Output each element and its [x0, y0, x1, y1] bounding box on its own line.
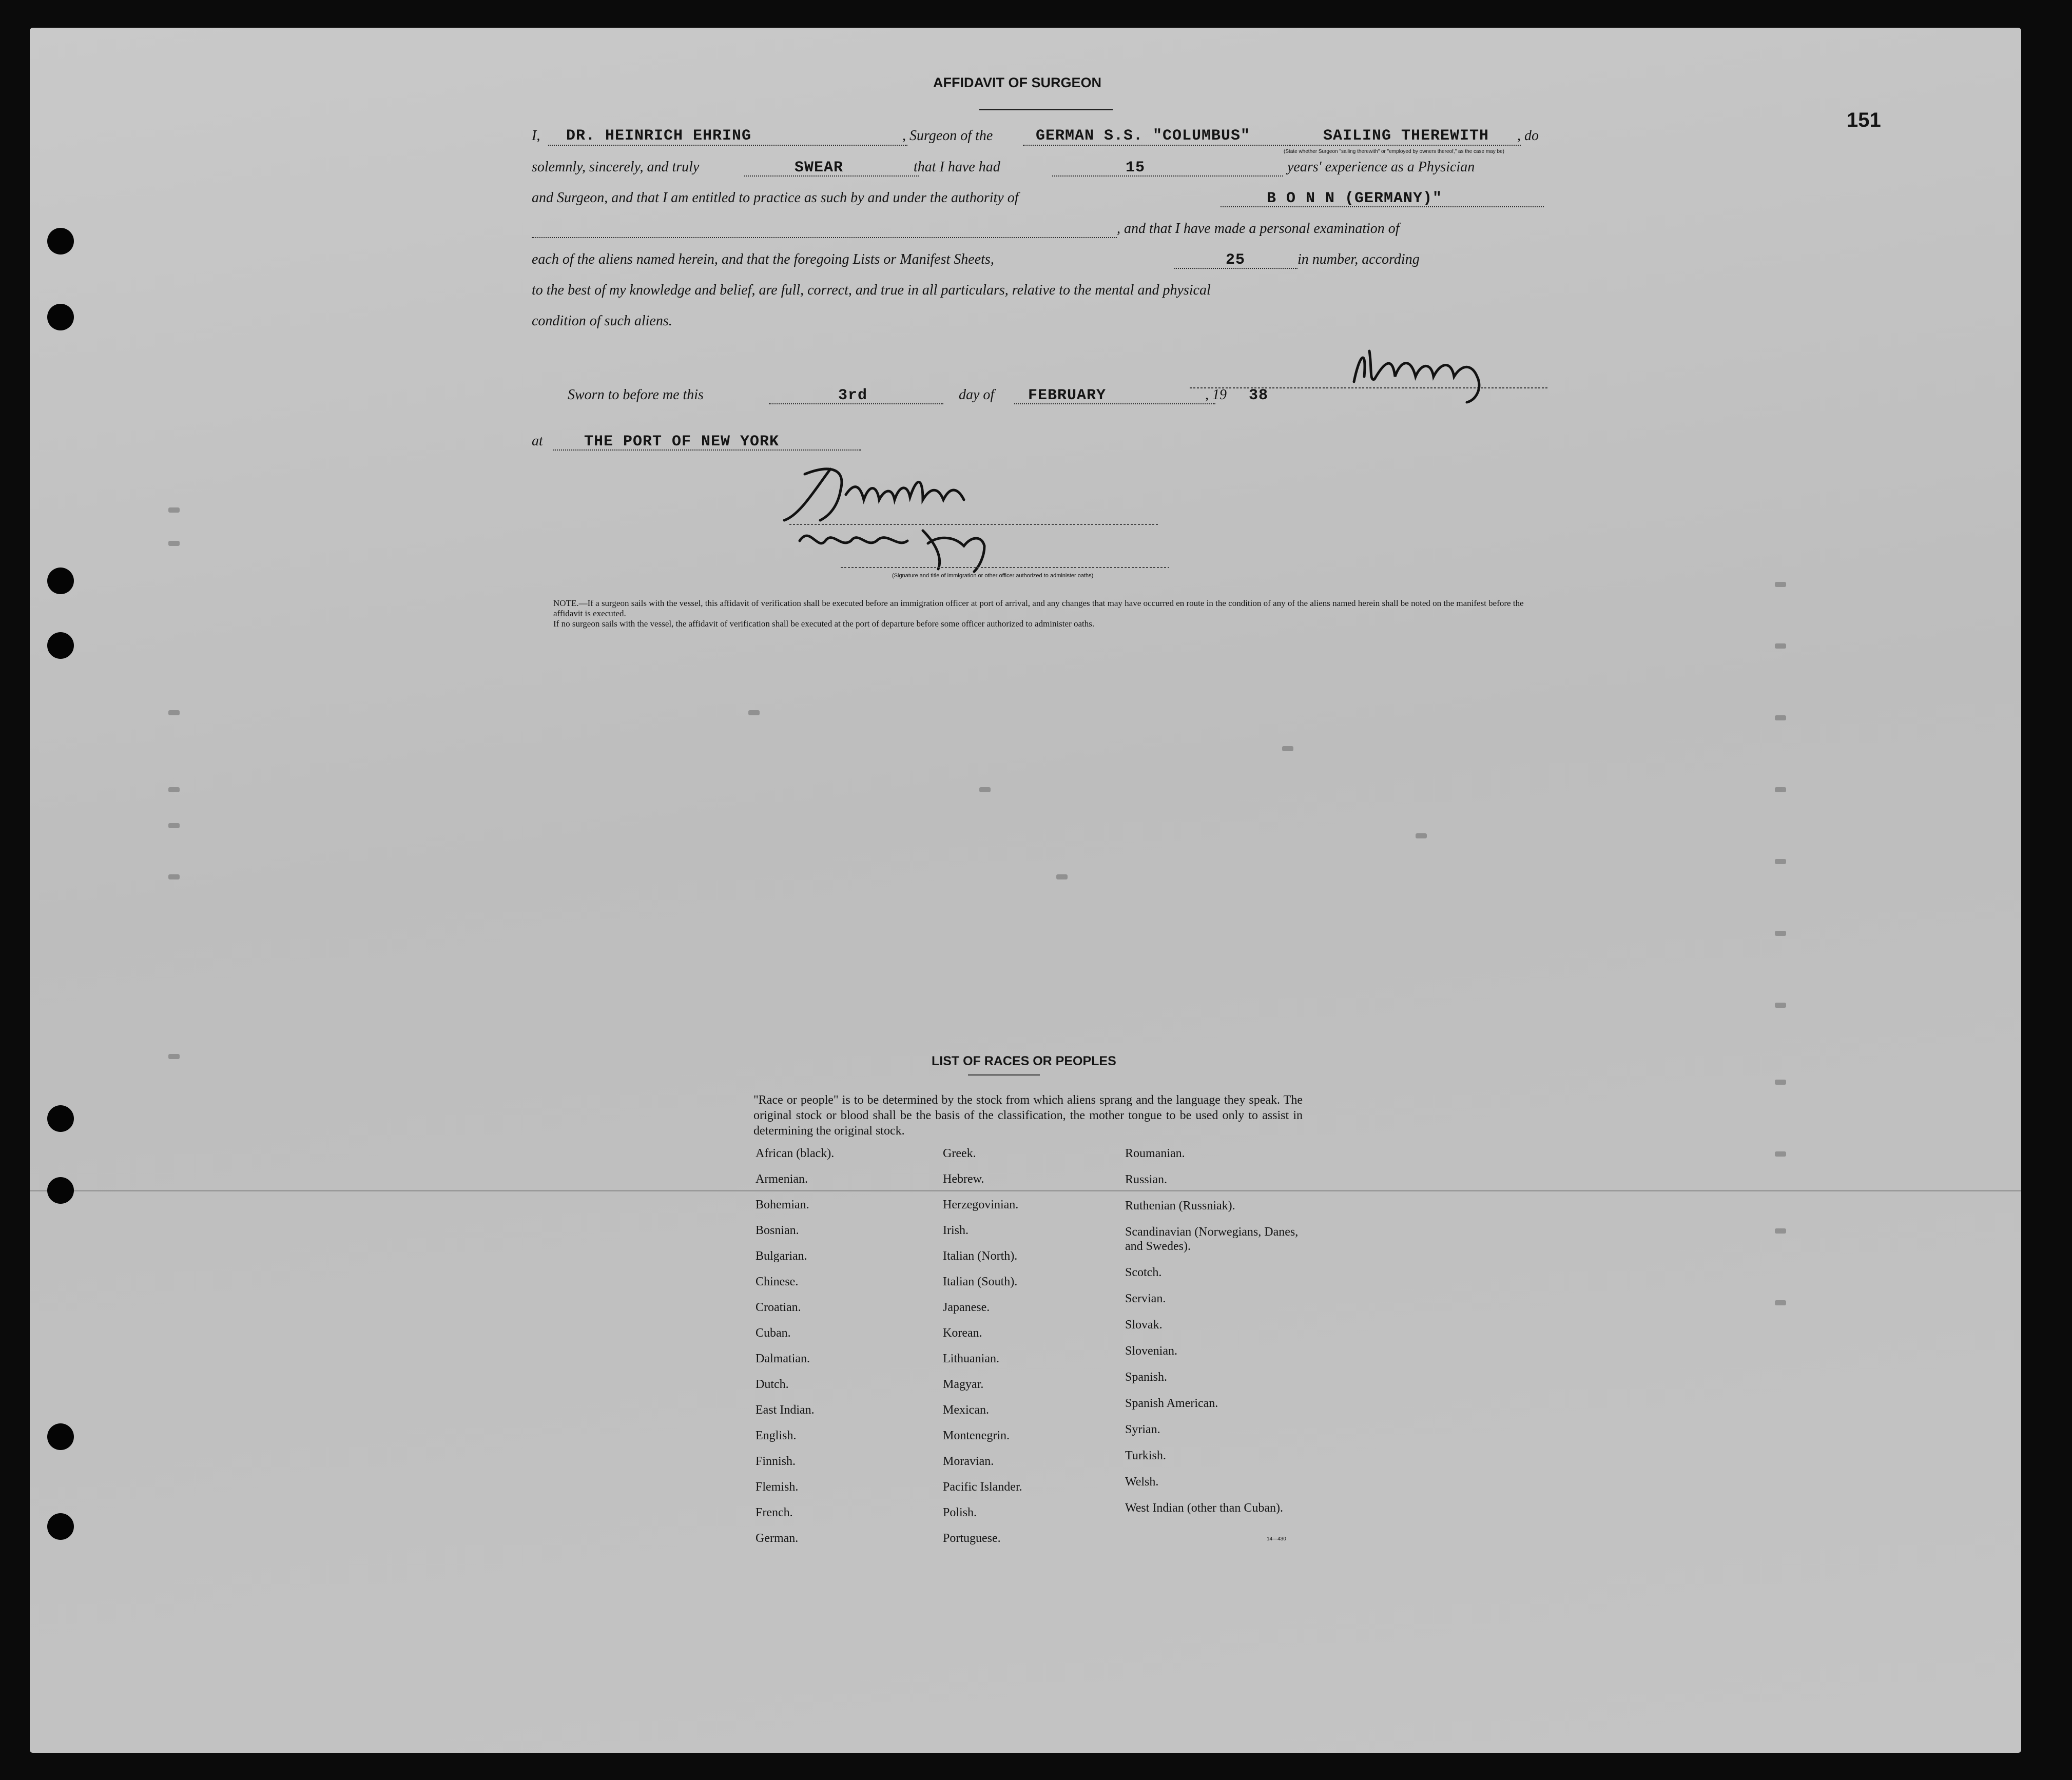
sworn-place: THE PORT OF NEW YORK	[584, 433, 780, 451]
race-item: Polish.	[943, 1506, 977, 1519]
text-personal-examination: , and that I have made a personal examination of	[1117, 221, 1400, 237]
race-item: Scotch.	[1125, 1266, 1162, 1279]
text-in-number: in number, according	[1298, 251, 1420, 267]
text-do: , do	[1517, 128, 1539, 144]
status-line	[1290, 145, 1521, 146]
race-item: African (black).	[756, 1147, 835, 1160]
races-list	[748, 1146, 1364, 1623]
binder-hole	[47, 1105, 74, 1132]
years-line	[1052, 175, 1283, 177]
officer-caption: (Signature and title of immigration or other officer authorized to administer oaths)	[892, 573, 1094, 579]
race-item: Cuban.	[756, 1326, 791, 1340]
binder-hole	[47, 228, 74, 255]
race-item: Italian (North).	[943, 1249, 1018, 1263]
page-number: 151	[1847, 109, 1881, 131]
note-paragraph: NOTE.—If a surgeon sails with the vessel, this affidavit of verification shall be executed before an immigration officer at port of arrival, and any changes that may have occurred en route in the condition of any of the aliens named herein shall be noted on the manifest before the affidavit is executed.	[553, 598, 1524, 618]
race-item: Lithuanian.	[943, 1352, 999, 1365]
title-rule	[979, 109, 1113, 110]
text-best-knowledge: to the best of my knowledge and belief, are full, correct, and true in all particulars, relative to the mental and physical	[532, 282, 1211, 298]
race-item: Italian (South).	[943, 1275, 1018, 1288]
races-column-2	[936, 1146, 1126, 1557]
race-item: Dutch.	[756, 1378, 789, 1391]
text-sworn: Sworn to before me this	[568, 387, 704, 403]
race-item: Bosnian.	[756, 1224, 799, 1237]
text-each-alien: each of the aliens named herein, and that the foregoing Lists or Manifest Sheets,	[532, 251, 994, 267]
binder-hole	[47, 632, 74, 659]
sworn-day: 3rd	[838, 387, 868, 404]
race-item: Montenegrin.	[943, 1429, 1010, 1442]
binder-hole	[47, 568, 74, 594]
form-code: 14—430	[1267, 1536, 1286, 1542]
race-item: Syrian.	[1125, 1423, 1160, 1436]
race-item: Moravian.	[943, 1455, 994, 1468]
race-item: Croatian.	[756, 1301, 801, 1314]
race-item: Pacific Islander.	[943, 1480, 1022, 1494]
race-item: French.	[756, 1506, 793, 1519]
sworn-month: FEBRUARY	[1028, 387, 1107, 404]
practice-authority: B O N N (GERMANY)"	[1267, 190, 1443, 207]
races-column-1	[748, 1146, 938, 1557]
race-item: Spanish American.	[1125, 1397, 1218, 1410]
surgeon-signature	[1190, 325, 1549, 407]
text-solemnly: solemnly, sincerely, and truly	[532, 159, 700, 175]
races-heading-rule	[968, 1074, 1040, 1075]
text-condition: condition of such aliens.	[532, 313, 672, 329]
race-item: Scandinavian (Norwegians, Danes, and Swedes).	[1125, 1225, 1299, 1253]
race-item: Japanese.	[943, 1301, 990, 1314]
authority-continuation-line	[532, 237, 1117, 238]
race-item: Greek.	[943, 1147, 976, 1160]
race-item: Chinese.	[756, 1275, 799, 1288]
race-item: Herzegovinian.	[943, 1198, 1019, 1211]
surgeon-name: DR. HEINRICH EHRING	[566, 127, 752, 145]
race-item: Roumanian.	[1125, 1147, 1185, 1160]
vessel-name: GERMAN S.S. "COLUMBUS"	[1036, 127, 1251, 145]
race-item: Irish.	[943, 1224, 969, 1237]
race-item: Armenian.	[756, 1172, 808, 1186]
race-item: Slovak.	[1125, 1318, 1163, 1332]
text-years-experience: years' experience as a Physician	[1287, 159, 1475, 175]
binder-hole	[47, 1423, 74, 1450]
text-year-prefix: , 19	[1205, 387, 1227, 403]
race-item: English.	[756, 1429, 797, 1442]
oath-word: SWEAR	[795, 159, 844, 177]
race-item: Russian.	[1125, 1173, 1168, 1186]
race-item: East Indian.	[756, 1403, 815, 1417]
race-item: West Indian (other than Cuban).	[1125, 1501, 1283, 1515]
binder-hole	[47, 1513, 74, 1540]
race-item: Korean.	[943, 1326, 982, 1340]
vessel-line	[1023, 145, 1290, 146]
binder-hole	[47, 304, 74, 330]
years-experience: 15	[1126, 159, 1146, 177]
race-item: Dalmatian.	[756, 1352, 810, 1365]
race-item: German.	[756, 1532, 799, 1545]
status-note: (State whether Surgeon "sailing therewith" or "employed by owners thereof," as the case may be)	[1284, 149, 1504, 154]
note-paragraph-2: If no surgeon sails with the vessel, the affidavit of verification shall be executed at the port of departure before some officer authorized to administer oaths.	[553, 619, 1095, 629]
text-that-i-have-had: that I have had	[914, 159, 1000, 175]
text-and-surgeon: and Surgeon, and that I am entitled to practice as such by and under the authority of	[532, 190, 1019, 206]
surgeon-name-line	[548, 145, 907, 146]
race-item: Finnish.	[756, 1455, 796, 1468]
text-at: at	[532, 433, 543, 449]
sworn-year: 38	[1249, 387, 1269, 404]
manifest-sheets-count: 25	[1226, 251, 1246, 269]
races-column-3	[1118, 1146, 1313, 1527]
binder-hole	[47, 1177, 74, 1204]
races-intro: "Race or people" is to be determined by the stock from which aliens sprang and the language they speak. The original stock or blood shall be the basis of the classification, the mother tongue to be used only to assist in determining the original stock.	[753, 1093, 1303, 1138]
race-item: Mexican.	[943, 1403, 989, 1417]
text-i: I,	[532, 128, 540, 144]
race-item: Spanish.	[1125, 1371, 1168, 1384]
race-item: Hebrew.	[943, 1172, 984, 1186]
race-item: Bulgarian.	[756, 1249, 807, 1263]
document-sheet	[30, 28, 2021, 1753]
race-item: Slovenian.	[1125, 1344, 1177, 1358]
text-day-of: day of	[959, 387, 995, 403]
race-item: Turkish.	[1125, 1449, 1166, 1462]
races-heading: LIST OF RACES OR PEOPLES	[932, 1054, 1116, 1068]
race-item: Welsh.	[1125, 1475, 1159, 1489]
race-item: Flemish.	[756, 1480, 799, 1494]
race-item: Servian.	[1125, 1292, 1166, 1305]
affidavit-title: AFFIDAVIT OF SURGEON	[933, 75, 1101, 90]
race-item: Bohemian.	[756, 1198, 809, 1211]
text-surgeon-of: , Surgeon of the	[902, 128, 993, 144]
surgeon-status: SAILING THEREWITH	[1323, 127, 1489, 145]
race-item: Ruthenian (Russniak).	[1125, 1199, 1235, 1212]
race-item: Portuguese.	[943, 1532, 1001, 1545]
officer-signature	[769, 459, 1169, 577]
race-item: Magyar.	[943, 1378, 984, 1391]
